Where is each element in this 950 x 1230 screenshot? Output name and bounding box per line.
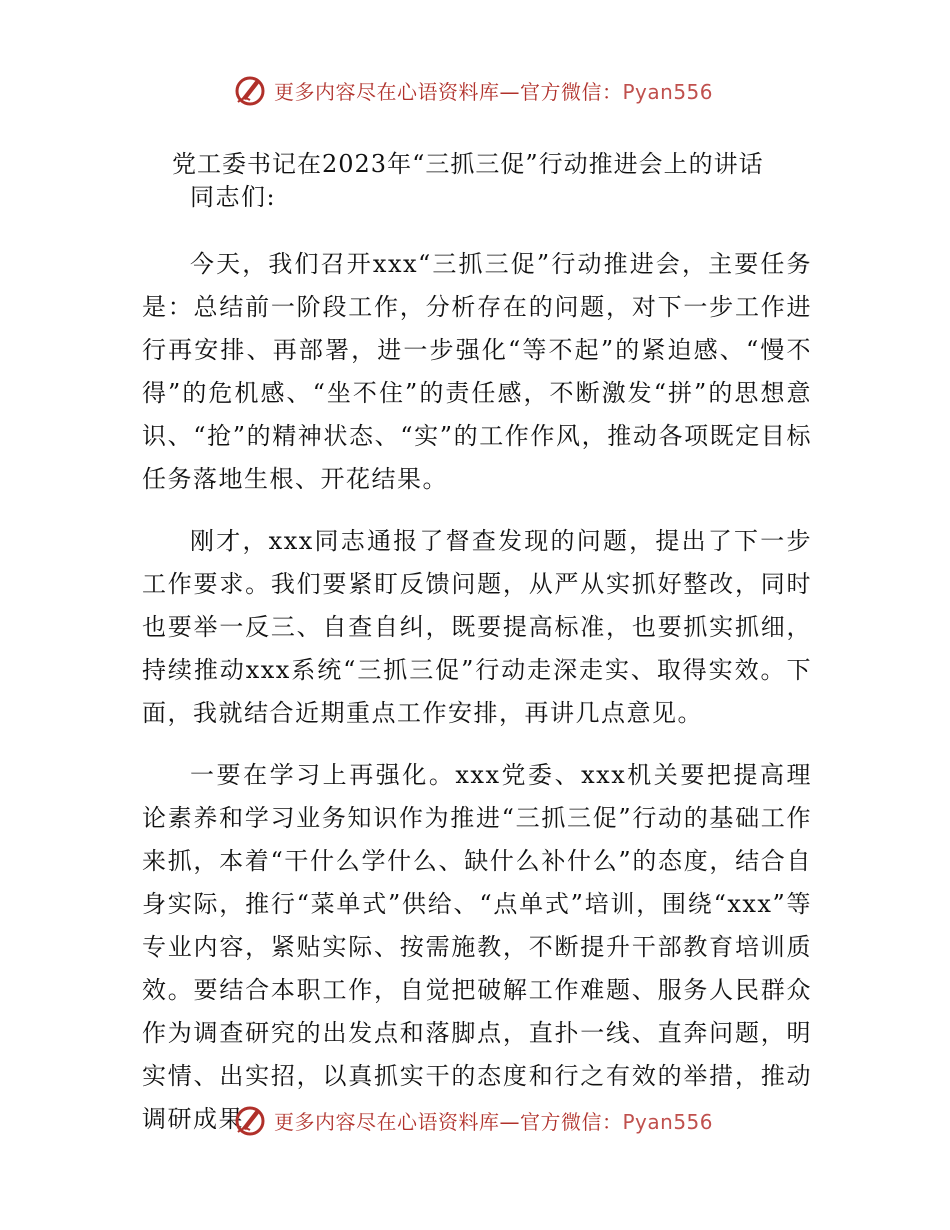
watermark-text: 更多内容尽在心语资料库—官方微信：	[274, 79, 623, 104]
watermark-wechat-id: Pyan556	[622, 1109, 714, 1134]
document-title: 党工委书记在2023年“三抓三促”行动推进会上的讲话	[172, 150, 764, 178]
footer-watermark-banner	[0, 1100, 950, 1140]
brand-logo-icon	[232, 1102, 268, 1138]
header-watermark-banner	[0, 70, 950, 110]
watermark-wechat-id: Pyan556	[622, 79, 714, 104]
salutation: 同志们:	[190, 183, 277, 211]
paragraph-2: 刚才，xxx同志通报了督查发现的问题，提出了下一步工作要求。我们要紧盯反馈问题，从严从实抓好整改，同时也要举一反三、自查自纠，既要提高标准，也要抓实抓细，持续推动xxx系统“三抓三促”行动走深走实、取得实效。下面，我就结合近期重点工作安排，再讲几点意见。	[142, 527, 812, 727]
paragraph-3: 一要在学习上再强化。xxx党委、xxx机关要把提高理论素养和学习业务知识作为推进“三抓三促”行动的基础工作来抓，本着“干什么学什么、缺什么补什么”的态度，结合自身实际，推行“菜单式”供给、“点单式”培训，围绕“xxx”等专业内容，紧贴实际、按需施教，不断提升干部教育培训质效。要结合本职工作，自觉把破解工作难题、服务人民群众作为调查研究的出发点和落脚点，直扑一线、直奔问题，明实情、出实招，以真抓实干的态度和行之有效的举措，推动调研成果	[142, 761, 812, 1133]
document-body	[142, 176, 812, 1141]
brand-logo-icon	[232, 72, 268, 108]
watermark-text: 更多内容尽在心语资料库—官方微信：	[274, 1109, 623, 1134]
paragraph-1: 今天，我们召开xxx“三抓三促”行动推进会，主要任务是：总结前一阶段工作，分析存在的问题，对下一步工作进行再安排、再部署，进一步强化“等不起”的紧迫感、“慢不得”的危机感、“坐不住”的责任感，不断激发“拼”的思想意识、“抢”的精神状态、“实”的工作作风，推动各项既定目标任务落地生根、开花结果。	[142, 250, 812, 493]
